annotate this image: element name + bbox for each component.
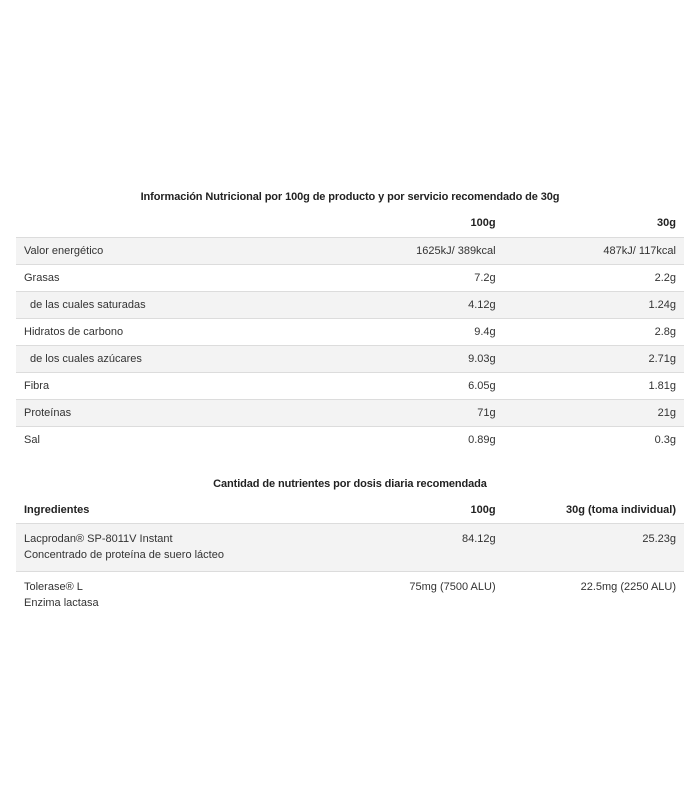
nutrient-value-30g: 0.3g bbox=[654, 434, 676, 446]
ingredient-cell bbox=[16, 572, 370, 620]
table-row bbox=[16, 346, 684, 373]
nutrient-value-100g: 71g bbox=[370, 400, 504, 427]
nutrition-header-100g: 100g bbox=[470, 217, 496, 229]
ingredient-value-100g: 75mg (7500 ALU) bbox=[409, 581, 496, 593]
ingredients-table-caption: Cantidad de nutrientes por dosis diaria recomendada bbox=[213, 478, 487, 490]
nutrient-label: Grasas bbox=[16, 265, 370, 292]
nutrient-value-100g: 4.12g bbox=[370, 292, 504, 319]
nutrient-label: Valor energético bbox=[16, 238, 370, 265]
nutrition-table-header-row bbox=[16, 217, 684, 238]
table-row bbox=[16, 572, 684, 620]
nutrient-value-30g: 21g bbox=[504, 400, 684, 427]
table-row bbox=[16, 427, 684, 454]
nutrient-label: Proteínas bbox=[16, 400, 370, 427]
table-row bbox=[16, 400, 684, 427]
nutrition-header-30g: 30g bbox=[657, 217, 676, 229]
nutrient-value-30g: 1.24g bbox=[504, 292, 684, 319]
ingredients-header-100g: 100g bbox=[470, 504, 496, 516]
ingredient-value-30g: 25.23g bbox=[504, 524, 684, 572]
ingredient-cell bbox=[16, 524, 370, 572]
ingredients-header-name: Ingredientes bbox=[24, 504, 90, 516]
nutrient-value-30g: 1.81g bbox=[504, 373, 684, 400]
ingredient-name: Lacprodan® SP-8011V Instant bbox=[24, 533, 173, 545]
nutrient-value-100g: 7.2g bbox=[370, 265, 504, 292]
table-row bbox=[16, 319, 684, 346]
nutrient-value-100g: 9.4g bbox=[370, 319, 504, 346]
nutrient-value-30g: 2.71g bbox=[504, 346, 684, 373]
nutrient-label: de los cuales azúcares bbox=[16, 346, 370, 373]
nutrient-value-100g: 6.05g bbox=[370, 373, 504, 400]
ingredient-description: Enzima lactasa bbox=[24, 597, 99, 609]
nutrient-value-100g: 9.03g bbox=[370, 346, 504, 373]
nutrient-label: Fibra bbox=[16, 373, 370, 400]
nutrition-table bbox=[16, 217, 684, 453]
nutrient-value-30g: 487kJ/ 117kcal bbox=[504, 238, 684, 265]
nutrient-label: Hidratos de carbono bbox=[16, 319, 370, 346]
nutrient-label: de las cuales saturadas bbox=[16, 292, 370, 319]
ingredients-table-header-row bbox=[16, 503, 684, 524]
nutrient-value-100g: 0.89g bbox=[468, 434, 496, 446]
ingredient-description: Concentrado de proteína de suero lácteo bbox=[24, 549, 224, 561]
table-row bbox=[16, 265, 684, 292]
table-row bbox=[16, 524, 684, 572]
table-row bbox=[16, 238, 684, 265]
ingredients-header-30g: 30g (toma individual) bbox=[565, 504, 676, 516]
nutrient-value-30g: 2.8g bbox=[504, 319, 684, 346]
table-row bbox=[16, 292, 684, 319]
ingredient-value-100g: 84.12g bbox=[370, 524, 504, 572]
ingredient-name: Tolerase® L bbox=[24, 581, 83, 593]
nutrition-header-nutrient bbox=[16, 217, 370, 238]
nutrition-table-section bbox=[16, 190, 684, 453]
nutrient-label: Sal bbox=[24, 434, 40, 446]
nutrition-table-caption: Información Nutricional por 100g de producto y por servicio recomendado de 30g bbox=[140, 191, 560, 203]
ingredients-table-section bbox=[16, 477, 684, 619]
ingredient-value-30g: 22.5mg (2250 ALU) bbox=[580, 581, 676, 593]
nutrient-value-100g: 1625kJ/ 389kcal bbox=[370, 238, 504, 265]
ingredients-table bbox=[16, 503, 684, 619]
table-row bbox=[16, 373, 684, 400]
nutrient-value-30g: 2.2g bbox=[504, 265, 684, 292]
